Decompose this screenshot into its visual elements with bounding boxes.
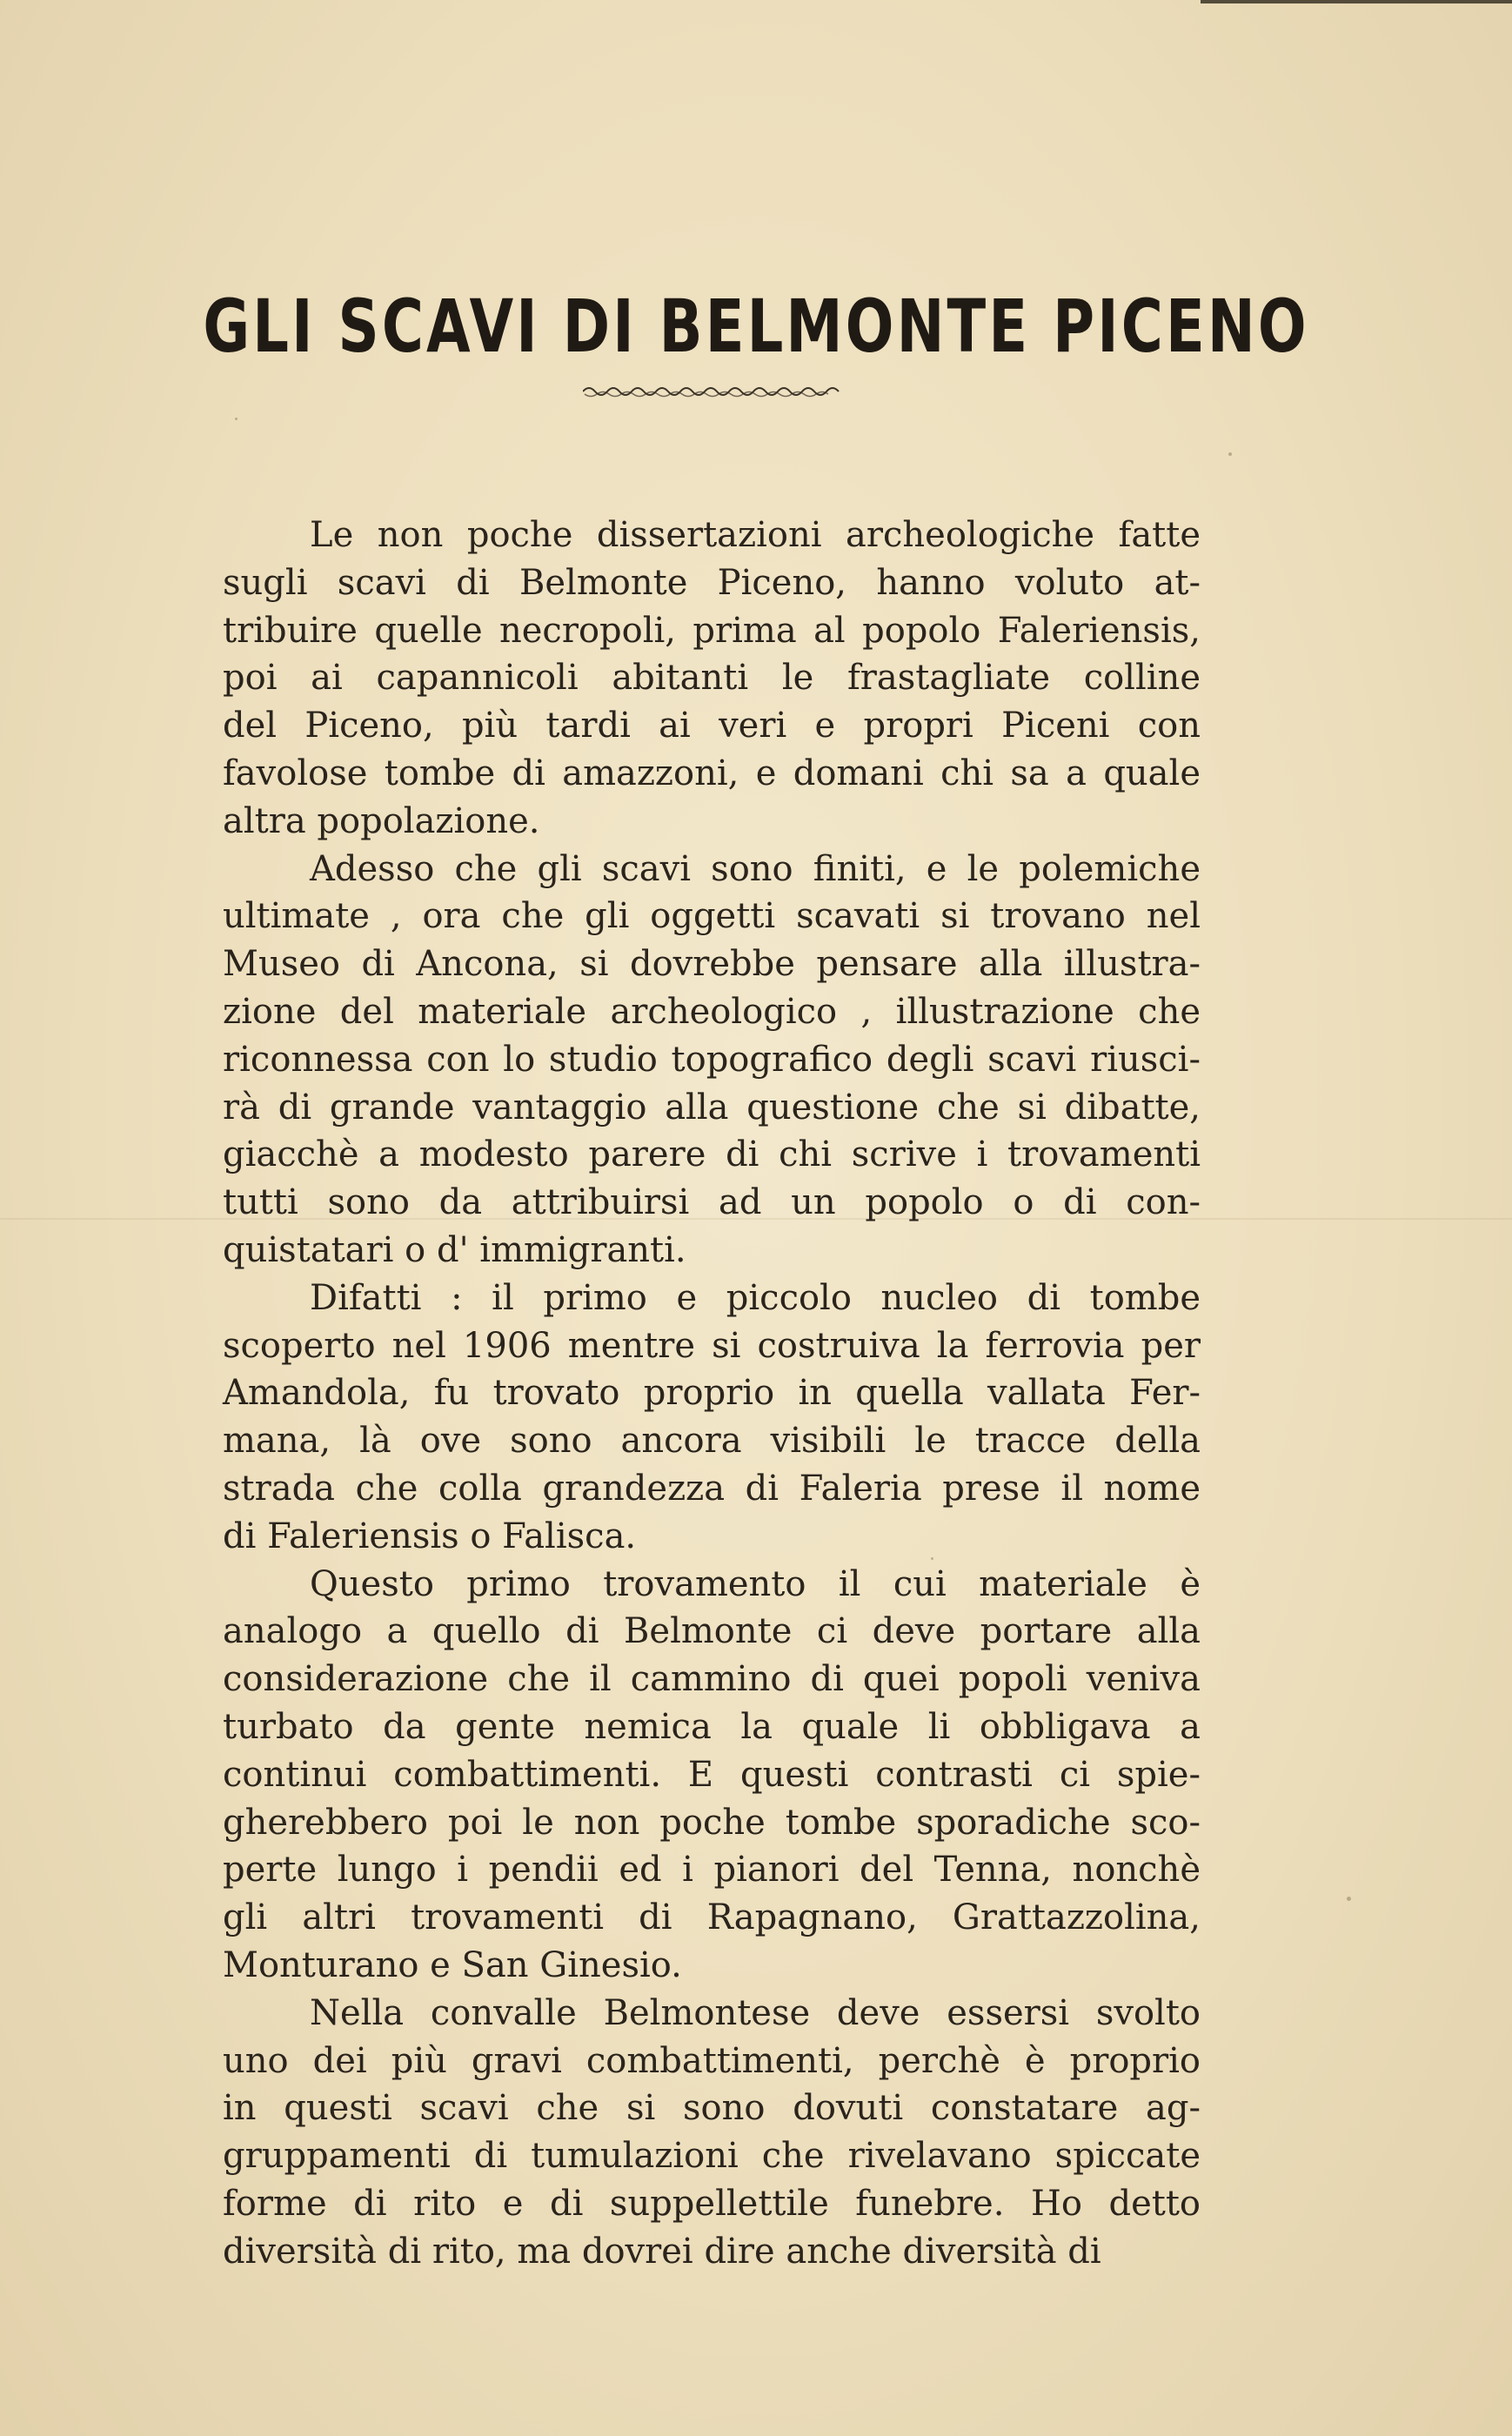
text-line: forme di rito e di suppellettile funebre. Ho detto <box>223 2183 1201 2224</box>
text-line: analogo a quello di Belmonte ci deve portare alla <box>223 1611 1201 1652</box>
text-line: considerazione che il cammino di quei popoli veniva <box>223 1659 1201 1700</box>
text-line: Nella convalle Belmontese deve essersi svolto <box>310 1992 1201 2033</box>
text-line: Adesso che gli scavi sono finiti, e le polemiche <box>310 848 1201 889</box>
paragraph <box>223 846 1201 1275</box>
text-line: rà di grande vantaggio alla questione che si dibatte, <box>223 1087 1201 1128</box>
paragraph <box>223 1275 1201 1561</box>
text-line: di Faleriensis o Falisca. <box>223 1516 637 1556</box>
text-line: Museo di Ancona, si dovrebbe pensare alla illustra- <box>223 944 1201 985</box>
page-title: GLI SCAVI DI BELMONTE PICENO <box>203 284 1309 369</box>
text-line: altra popolazione. <box>223 800 540 841</box>
text-line: scoperto nel 1906 mentre si costruiva la ferrovia per <box>223 1325 1201 1366</box>
wavy-ornament <box>583 381 844 402</box>
text-line: turbato da gente nemica la quale li obbligava a <box>223 1706 1201 1747</box>
text-line: in questi scavi che si sono dovuti constatare ag- <box>223 2088 1201 2129</box>
paragraph <box>223 1990 1201 2276</box>
paper-speck <box>1347 1897 1351 1901</box>
text-line: quistatari o d' immigranti. <box>223 1229 686 1270</box>
text-line: tribuire quelle necropoli, prima al popolo Faleriensis, <box>223 610 1201 651</box>
article-body <box>223 512 1201 2275</box>
text-line: poi ai capannicoli abitanti le frastagliate colline <box>223 658 1201 699</box>
text-line: favolose tombe di amazzoni, e domani chi sa a quale <box>223 753 1201 793</box>
text-line: Le non poche dissertazioni archeologiche fatte <box>310 515 1201 555</box>
text-line: uno dei più gravi combattimenti, perchè è proprio <box>223 2040 1201 2081</box>
paragraph <box>223 512 1201 846</box>
text-line: sugli scavi di Belmonte Piceno, hanno voluto at- <box>223 562 1201 603</box>
text-line: giacchè a modesto parere di chi scrive i trovamenti <box>223 1134 1201 1175</box>
text-line: del Piceno, più tardi ai veri e propri Piceni con <box>223 706 1201 746</box>
text-line: Difatti : il primo e piccolo nucleo di tombe <box>310 1277 1201 1318</box>
text-line: Questo primo trovamento il cui materiale è <box>310 1563 1201 1604</box>
text-line: diversità di rito, ma dovrei dire anche diversità di <box>223 2231 1101 2272</box>
text-line: Monturano e San Ginesio. <box>223 1944 682 1985</box>
paper-speck <box>235 418 238 420</box>
text-line: gli altri trovamenti di Rapagnano, Grattazzolina, <box>223 1897 1201 1938</box>
text-line: zione del materiale archeologico , illustrazione che <box>223 991 1201 1032</box>
text-line: tutti sono da attribuirsi ad un popolo o di con- <box>223 1182 1201 1223</box>
text-line: continui combattimenti. E questi contrasti ci spie- <box>223 1754 1201 1795</box>
text-line: strada che colla grandezza di Faleria prese il nome <box>223 1468 1201 1509</box>
paragraph <box>223 1561 1201 1990</box>
text-line: perte lungo i pendii ed i pianori del Tenna, nonchè <box>223 1850 1201 1891</box>
text-line: riconnessa con lo studio topografico degli scavi riusci- <box>223 1039 1201 1080</box>
text-line: gherebbero poi le non poche tombe sporadiche sco- <box>223 1802 1201 1843</box>
text-line: ultimate , ora che gli oggetti scavati si trovano nel <box>223 896 1201 937</box>
text-line: gruppamenti di tumulazioni che rivelavano spiccate <box>223 2136 1201 2177</box>
text-line: mana, là ove sono ancora visibili le tracce della <box>223 1421 1201 1462</box>
paper-speck <box>931 1557 933 1560</box>
text-line: Amandola, fu trovato proprio in quella vallata Fer- <box>223 1373 1201 1414</box>
page-edge-mark <box>1201 0 1512 3</box>
paper-speck <box>1228 452 1232 456</box>
